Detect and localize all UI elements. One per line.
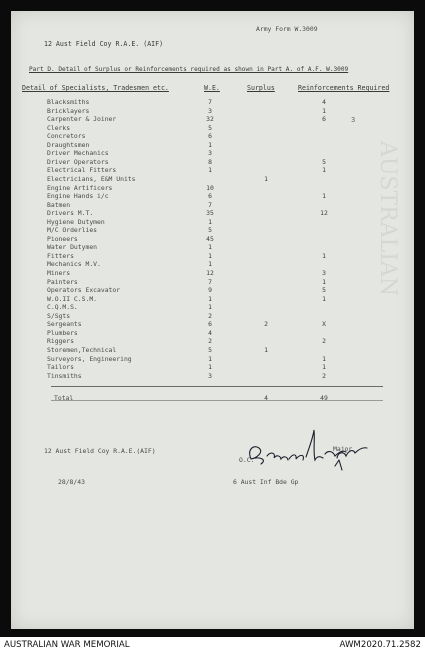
- col-required: Reinforcements Required: [298, 84, 390, 92]
- form-id: Army Form W.3009: [256, 25, 318, 33]
- trade-name: Batmen: [47, 200, 71, 209]
- trade-name: Concretors: [47, 132, 86, 141]
- we-count: 1: [208, 294, 212, 303]
- total-surplus: 4: [264, 394, 268, 402]
- svg-text:AUSTRALIAN: AUSTRALIAN: [375, 141, 400, 297]
- we-count: 12: [206, 269, 214, 277]
- we-count: 5: [208, 226, 212, 235]
- margin-annotation: 3: [351, 116, 356, 124]
- required-count: 5: [322, 286, 326, 295]
- we-count: 1: [208, 363, 212, 372]
- we-count: 4: [208, 328, 212, 337]
- trade-name: Water Dutymen: [47, 243, 98, 252]
- trade-name: Surveyors, Engineering: [47, 354, 132, 363]
- col-detail: Detail of Specialists, Tradesmen etc.: [22, 84, 169, 92]
- trade-name: Sergeants: [47, 320, 82, 329]
- oc-label: O.C.: [239, 456, 255, 464]
- trade-name: Fitters: [47, 251, 74, 260]
- we-count: 8: [208, 157, 212, 166]
- trade-name: Bricklayers: [47, 106, 90, 115]
- signature: [243, 426, 383, 474]
- trade-name: Drivers M.T.: [47, 209, 94, 218]
- col-we: W.E.: [204, 84, 220, 92]
- watermark: [351, 131, 411, 391]
- we-count: 1: [208, 303, 212, 312]
- trade-name: Riggers: [47, 337, 74, 346]
- surplus-count: 1: [264, 345, 268, 354]
- credit-left: AUSTRALIAN WAR MEMORIAL: [4, 640, 130, 650]
- we-count: 10: [206, 183, 214, 192]
- total-rule-lower: [51, 400, 383, 401]
- trade-name: Pioneers: [47, 234, 78, 243]
- trade-name: Mechanics M.V.: [47, 260, 101, 269]
- we-count: 1: [208, 260, 212, 269]
- we-count: 9: [208, 286, 212, 295]
- footer-unit: 12 Aust Field Coy R.A.E.(AIF): [44, 447, 156, 455]
- trade-name: Tinsmiths: [47, 371, 82, 380]
- trade-name: Clerks: [47, 123, 71, 132]
- trade-name: Driver Mechanics: [47, 149, 109, 158]
- trade-name: M/C Orderlies: [47, 226, 98, 235]
- trade-name: Tailors: [47, 363, 74, 372]
- surplus-count: 2: [264, 320, 268, 329]
- we-count: 45: [206, 234, 214, 243]
- surplus-count: 1: [264, 174, 268, 183]
- unit-header: 12 Aust Field Coy R.A.E. (AIF): [44, 40, 164, 48]
- we-count: 6: [208, 192, 212, 201]
- we-count: 1: [208, 217, 212, 226]
- we-count: 1: [208, 140, 212, 149]
- credit-right: AWM2020.71.2582: [339, 640, 421, 650]
- required-count: 1: [322, 363, 326, 372]
- rank-label: Major: [333, 445, 353, 453]
- trade-name: C.Q.M.S.: [47, 303, 78, 312]
- trade-name: Painters: [47, 277, 78, 286]
- required-count: 1: [322, 277, 326, 286]
- required-count: 4: [322, 98, 326, 106]
- we-count: 3: [208, 106, 212, 115]
- brigade-group: 6 Aust Inf Bde Gp: [233, 478, 299, 486]
- document-sheet: [11, 11, 414, 629]
- required-count: 1: [322, 192, 326, 201]
- trade-name: Storemen,Technical: [47, 345, 117, 354]
- trade-name: Engine Artificers: [47, 183, 113, 192]
- trade-name: W.O.II C.S.M.: [47, 294, 98, 303]
- trade-name: Hygiene Dutymen: [47, 217, 105, 226]
- required-count: 6: [322, 115, 326, 124]
- required-count: 2: [322, 371, 326, 380]
- trade-name: S/Sgts: [47, 311, 71, 320]
- we-count: 7: [208, 200, 212, 209]
- required-count: 3: [322, 269, 326, 277]
- trade-name: Operators Excavator: [47, 286, 121, 295]
- we-count: 1: [208, 166, 212, 175]
- required-count: 1: [322, 354, 326, 363]
- we-count: 6: [208, 320, 212, 329]
- total-label: Total: [54, 394, 74, 402]
- part-heading: Part D. Detail of Surplus or Reinforcements required as shown in Part A. of A.F. W.3009: [29, 66, 349, 73]
- document-date: 28/8/43: [58, 478, 85, 486]
- trade-name: Blacksmiths: [47, 98, 90, 106]
- we-count: 5: [208, 123, 212, 132]
- we-count: 7: [208, 98, 212, 106]
- we-count: 3: [208, 371, 212, 380]
- required-count: X: [322, 320, 326, 329]
- we-count: 5: [208, 345, 212, 354]
- we-count: 1: [208, 251, 212, 260]
- we-count: 1: [208, 243, 212, 252]
- trade-name: Miners: [47, 269, 71, 277]
- trade-name: Plumbers: [47, 328, 78, 337]
- we-count: 1: [208, 354, 212, 363]
- trade-name: Driver Operators: [47, 157, 109, 166]
- we-count: 2: [208, 311, 212, 320]
- we-count: 2: [208, 337, 212, 346]
- trade-name: Electricians, E&M Units: [47, 174, 136, 183]
- trade-name: Carpenter & Joiner: [47, 115, 117, 124]
- required-count: 5: [322, 157, 326, 166]
- trade-name: Engine Hands i/c: [47, 192, 109, 201]
- required-count: 1: [322, 251, 326, 260]
- trade-name: Draughtsmen: [47, 140, 90, 149]
- required-count: 2: [322, 337, 326, 346]
- trade-name: Electrical Fitters: [47, 166, 117, 175]
- we-count: 6: [208, 132, 212, 141]
- required-count: 12: [320, 209, 328, 218]
- col-surplus: Surplus: [247, 84, 275, 92]
- required-count: 1: [322, 166, 326, 175]
- we-count: 7: [208, 277, 212, 286]
- we-count: 32: [206, 115, 214, 124]
- total-rule: [51, 386, 383, 387]
- we-count: 3: [208, 149, 212, 158]
- required-count: 1: [322, 106, 326, 115]
- we-count: 35: [206, 209, 214, 218]
- required-count: 1: [322, 294, 326, 303]
- total-required: 49: [320, 394, 328, 402]
